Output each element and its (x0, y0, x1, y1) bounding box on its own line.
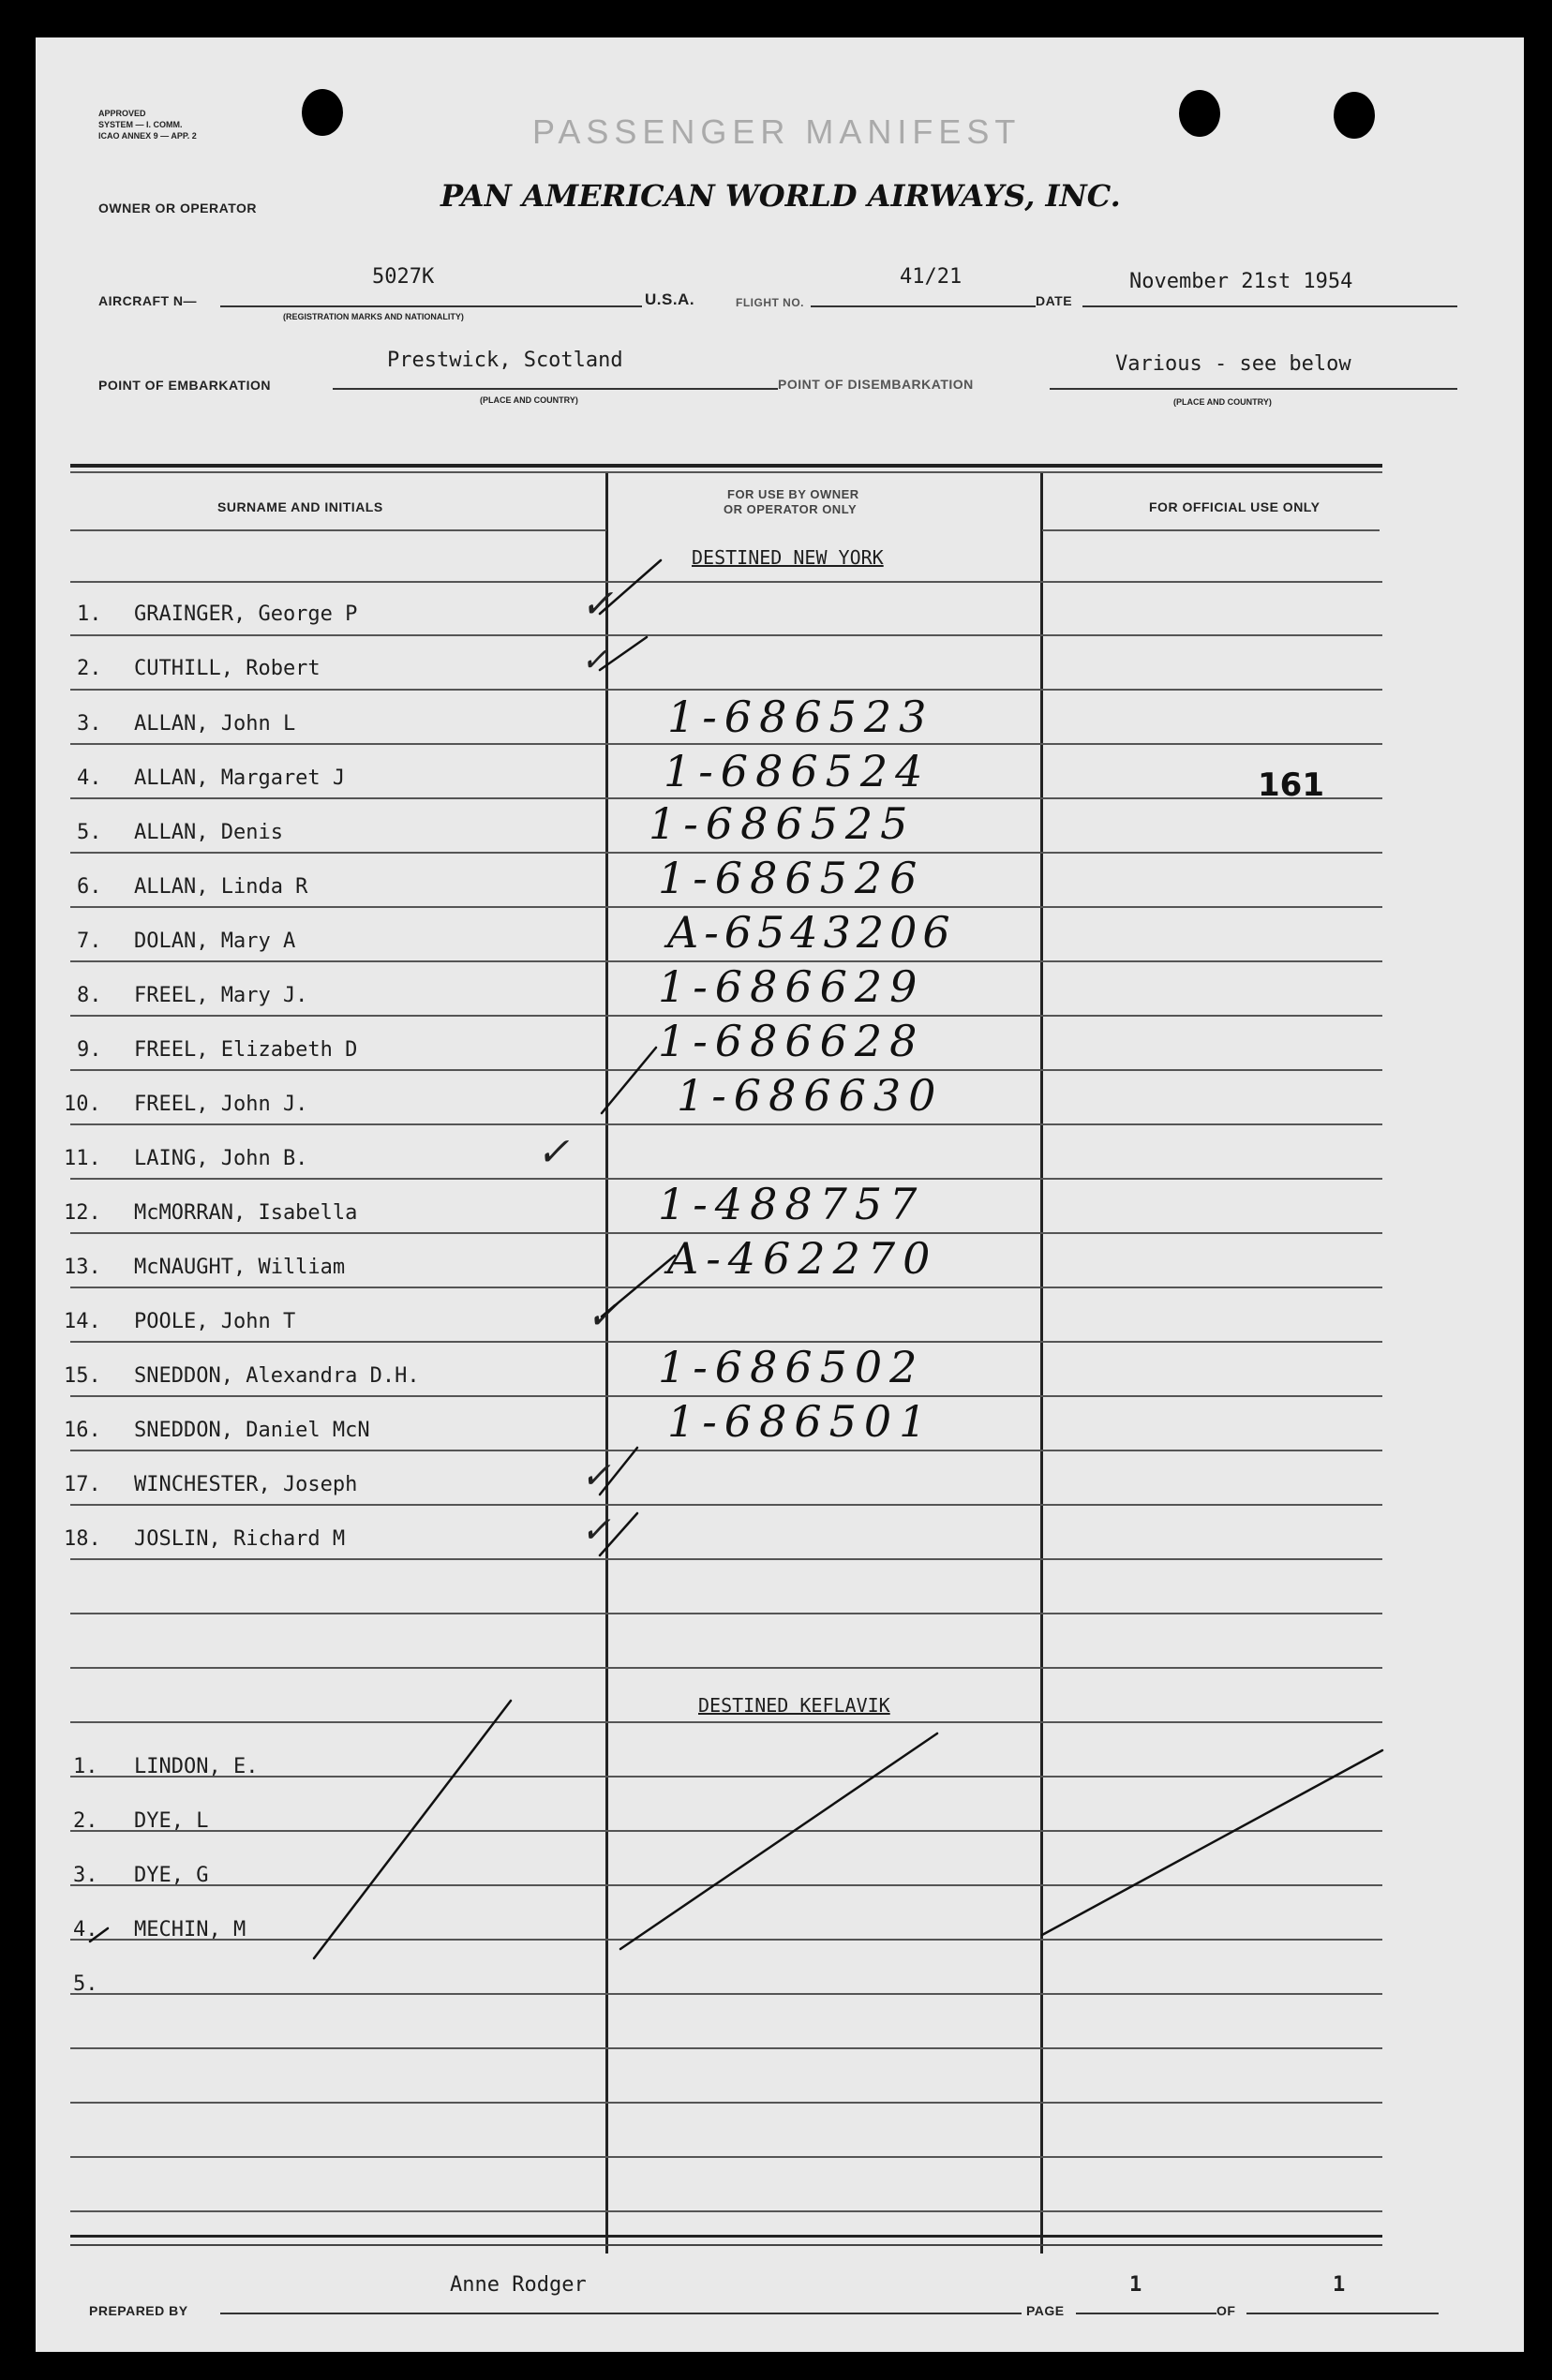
row-number: 9. (77, 1038, 102, 1062)
approval-line: ICAO ANNEX 9 — APP. 2 (98, 131, 197, 141)
column-header-official: FOR OFFICIAL USE ONLY (1149, 499, 1321, 514)
of-value: 1 (1333, 2273, 1346, 2297)
passenger-name: SNEDDON, Alexandra D.H. (134, 1364, 420, 1388)
passenger-name: MECHIN, M (134, 1918, 246, 1941)
row-number: 3. (73, 1864, 98, 1887)
row-number: 3. (77, 712, 102, 736)
row-number: 10. (64, 1093, 101, 1116)
ticket-number: 1-686629 (658, 961, 925, 1012)
date-value: November 21st 1954 (1129, 270, 1353, 293)
check-mark: ✓ (583, 637, 606, 680)
passenger-name: LINDON, E. (134, 1755, 259, 1778)
row-number: 2. (77, 657, 102, 680)
ticket-number: 1-686628 (658, 1016, 925, 1066)
owner-value: PAN AMERICAN WORLD AIRWAYS, INC. (440, 178, 1121, 214)
passenger-name: FREEL, John J. (134, 1093, 308, 1116)
ticket-number: A-6543206 (667, 907, 956, 958)
passenger-name: ALLAN, Linda R (134, 875, 308, 899)
of-label: OF (1216, 2303, 1236, 2318)
ticket-number: 1-686526 (658, 853, 925, 903)
embarkation-value: Prestwick, Scotland (387, 349, 623, 372)
check-stroke (600, 560, 661, 614)
row-number: 14. (64, 1310, 101, 1333)
row-number: 5. (77, 821, 102, 844)
passenger-name: POOLE, John T (134, 1310, 296, 1333)
check-mark: ✓ (583, 576, 610, 629)
ticket-number: 1-686523 (667, 692, 934, 742)
place-note: (PLACE AND COUNTRY) (480, 395, 578, 405)
passenger-name: McMORRAN, Isabella (134, 1201, 358, 1225)
section-heading-keflavik: DESTINED KEFLAVIK (698, 1694, 890, 1717)
ticket-number: 1-686525 (649, 798, 916, 849)
passenger-name: GRAINGER, George P (134, 602, 358, 626)
row-number: 7. (77, 930, 102, 953)
prepared-by-value: Anne Rodger (450, 2273, 587, 2297)
place-note: (PLACE AND COUNTRY) (1173, 397, 1272, 407)
passenger-name: FREEL, Mary J. (134, 984, 308, 1007)
embarkation-label: POINT OF EMBARKATION (98, 378, 271, 393)
cancel-stroke (314, 1701, 511, 1958)
row-number: 12. (64, 1201, 101, 1225)
passenger-name: ALLAN, John L (134, 712, 296, 736)
form-title: PASSENGER MANIFEST (532, 112, 1022, 151)
ticket-number: 1-686524 (664, 746, 931, 796)
ticket-number: 1-488757 (658, 1179, 925, 1229)
row-number: 18. (64, 1527, 101, 1551)
passenger-name: DYE, L (134, 1809, 209, 1833)
prepared-by-label: PREPARED BY (89, 2303, 188, 2318)
cancel-stroke (1042, 1750, 1382, 1935)
column-header-operator-2: OR OPERATOR ONLY (724, 502, 858, 516)
row-number: 8. (77, 984, 102, 1007)
check-stroke (602, 1048, 656, 1113)
passenger-name: McNAUGHT, William (134, 1256, 346, 1279)
passenger-name: ALLAN, Margaret J (134, 766, 346, 790)
check-stroke (600, 1448, 637, 1495)
check-stroke (600, 637, 647, 670)
flight-label: FLIGHT NO. (736, 296, 804, 309)
row-number: 1. (77, 602, 102, 626)
row-number: 2. (73, 1809, 98, 1833)
section-heading-new-york: DESTINED NEW YORK (692, 546, 884, 569)
ticket-number: 1-686630 (677, 1070, 944, 1121)
row-number: 17. (64, 1473, 101, 1496)
nationality: U.S.A. (645, 290, 695, 308)
cancel-stroke (90, 1928, 108, 1941)
row-number: 4. (73, 1918, 98, 1941)
official-number: 161 (1258, 766, 1324, 804)
aircraft-value: 5027K (372, 265, 435, 289)
check-mark: ✓ (583, 1450, 608, 1498)
column-header-name: SURNAME AND INITIALS (217, 499, 383, 514)
passenger-name: JOSLIN, Richard M (134, 1527, 346, 1551)
passenger-name: FREEL, Elizabeth D (134, 1038, 358, 1062)
passenger-name: SNEDDON, Daniel McN (134, 1419, 370, 1442)
cancel-stroke (620, 1733, 937, 1949)
column-header-operator-1: FOR USE BY OWNER (727, 487, 859, 501)
approval-line: SYSTEM — I. COMM. (98, 120, 183, 129)
check-stroke (600, 1513, 637, 1555)
row-number: 11. (64, 1147, 101, 1170)
row-number: 15. (64, 1364, 101, 1388)
owner-label: OWNER OR OPERATOR (98, 201, 257, 216)
page-label: PAGE (1026, 2303, 1065, 2318)
check-mark: ✓ (539, 1124, 566, 1177)
aircraft-label: AIRCRAFT N— (98, 293, 198, 308)
row-number: 4. (77, 766, 102, 790)
passenger-name: DOLAN, Mary A (134, 930, 296, 953)
approval-line: APPROVED (98, 109, 146, 118)
check-mark: ✓ (583, 1505, 608, 1553)
passenger-name: CUTHILL, Robert (134, 657, 321, 680)
registration-note: (REGISTRATION MARKS AND NATIONALITY) (283, 312, 464, 321)
row-number: 1. (73, 1755, 98, 1778)
flight-value: 41/21 (900, 265, 963, 289)
row-number: 6. (77, 875, 102, 899)
disembarkation-label: POINT OF DISEMBARKATION (778, 377, 974, 392)
passenger-name: ALLAN, Denis (134, 821, 283, 844)
check-stroke (602, 1256, 675, 1316)
ticket-number: A-462270 (667, 1233, 938, 1284)
ticket-number: 1-686502 (658, 1342, 925, 1392)
passenger-name: LAING, John B. (134, 1147, 308, 1170)
passenger-name: WINCHESTER, Joseph (134, 1473, 358, 1496)
passenger-name: DYE, G (134, 1864, 209, 1887)
row-number: 13. (64, 1256, 101, 1279)
page-value: 1 (1129, 2273, 1142, 2297)
row-number: 5. (73, 1972, 98, 1996)
check-mark: ✓ (589, 1287, 616, 1340)
row-number: 16. (64, 1419, 101, 1442)
ticket-number: 1-686501 (667, 1396, 934, 1447)
date-label: DATE (1036, 293, 1073, 308)
disembarkation-value: Various - see below (1115, 352, 1351, 376)
